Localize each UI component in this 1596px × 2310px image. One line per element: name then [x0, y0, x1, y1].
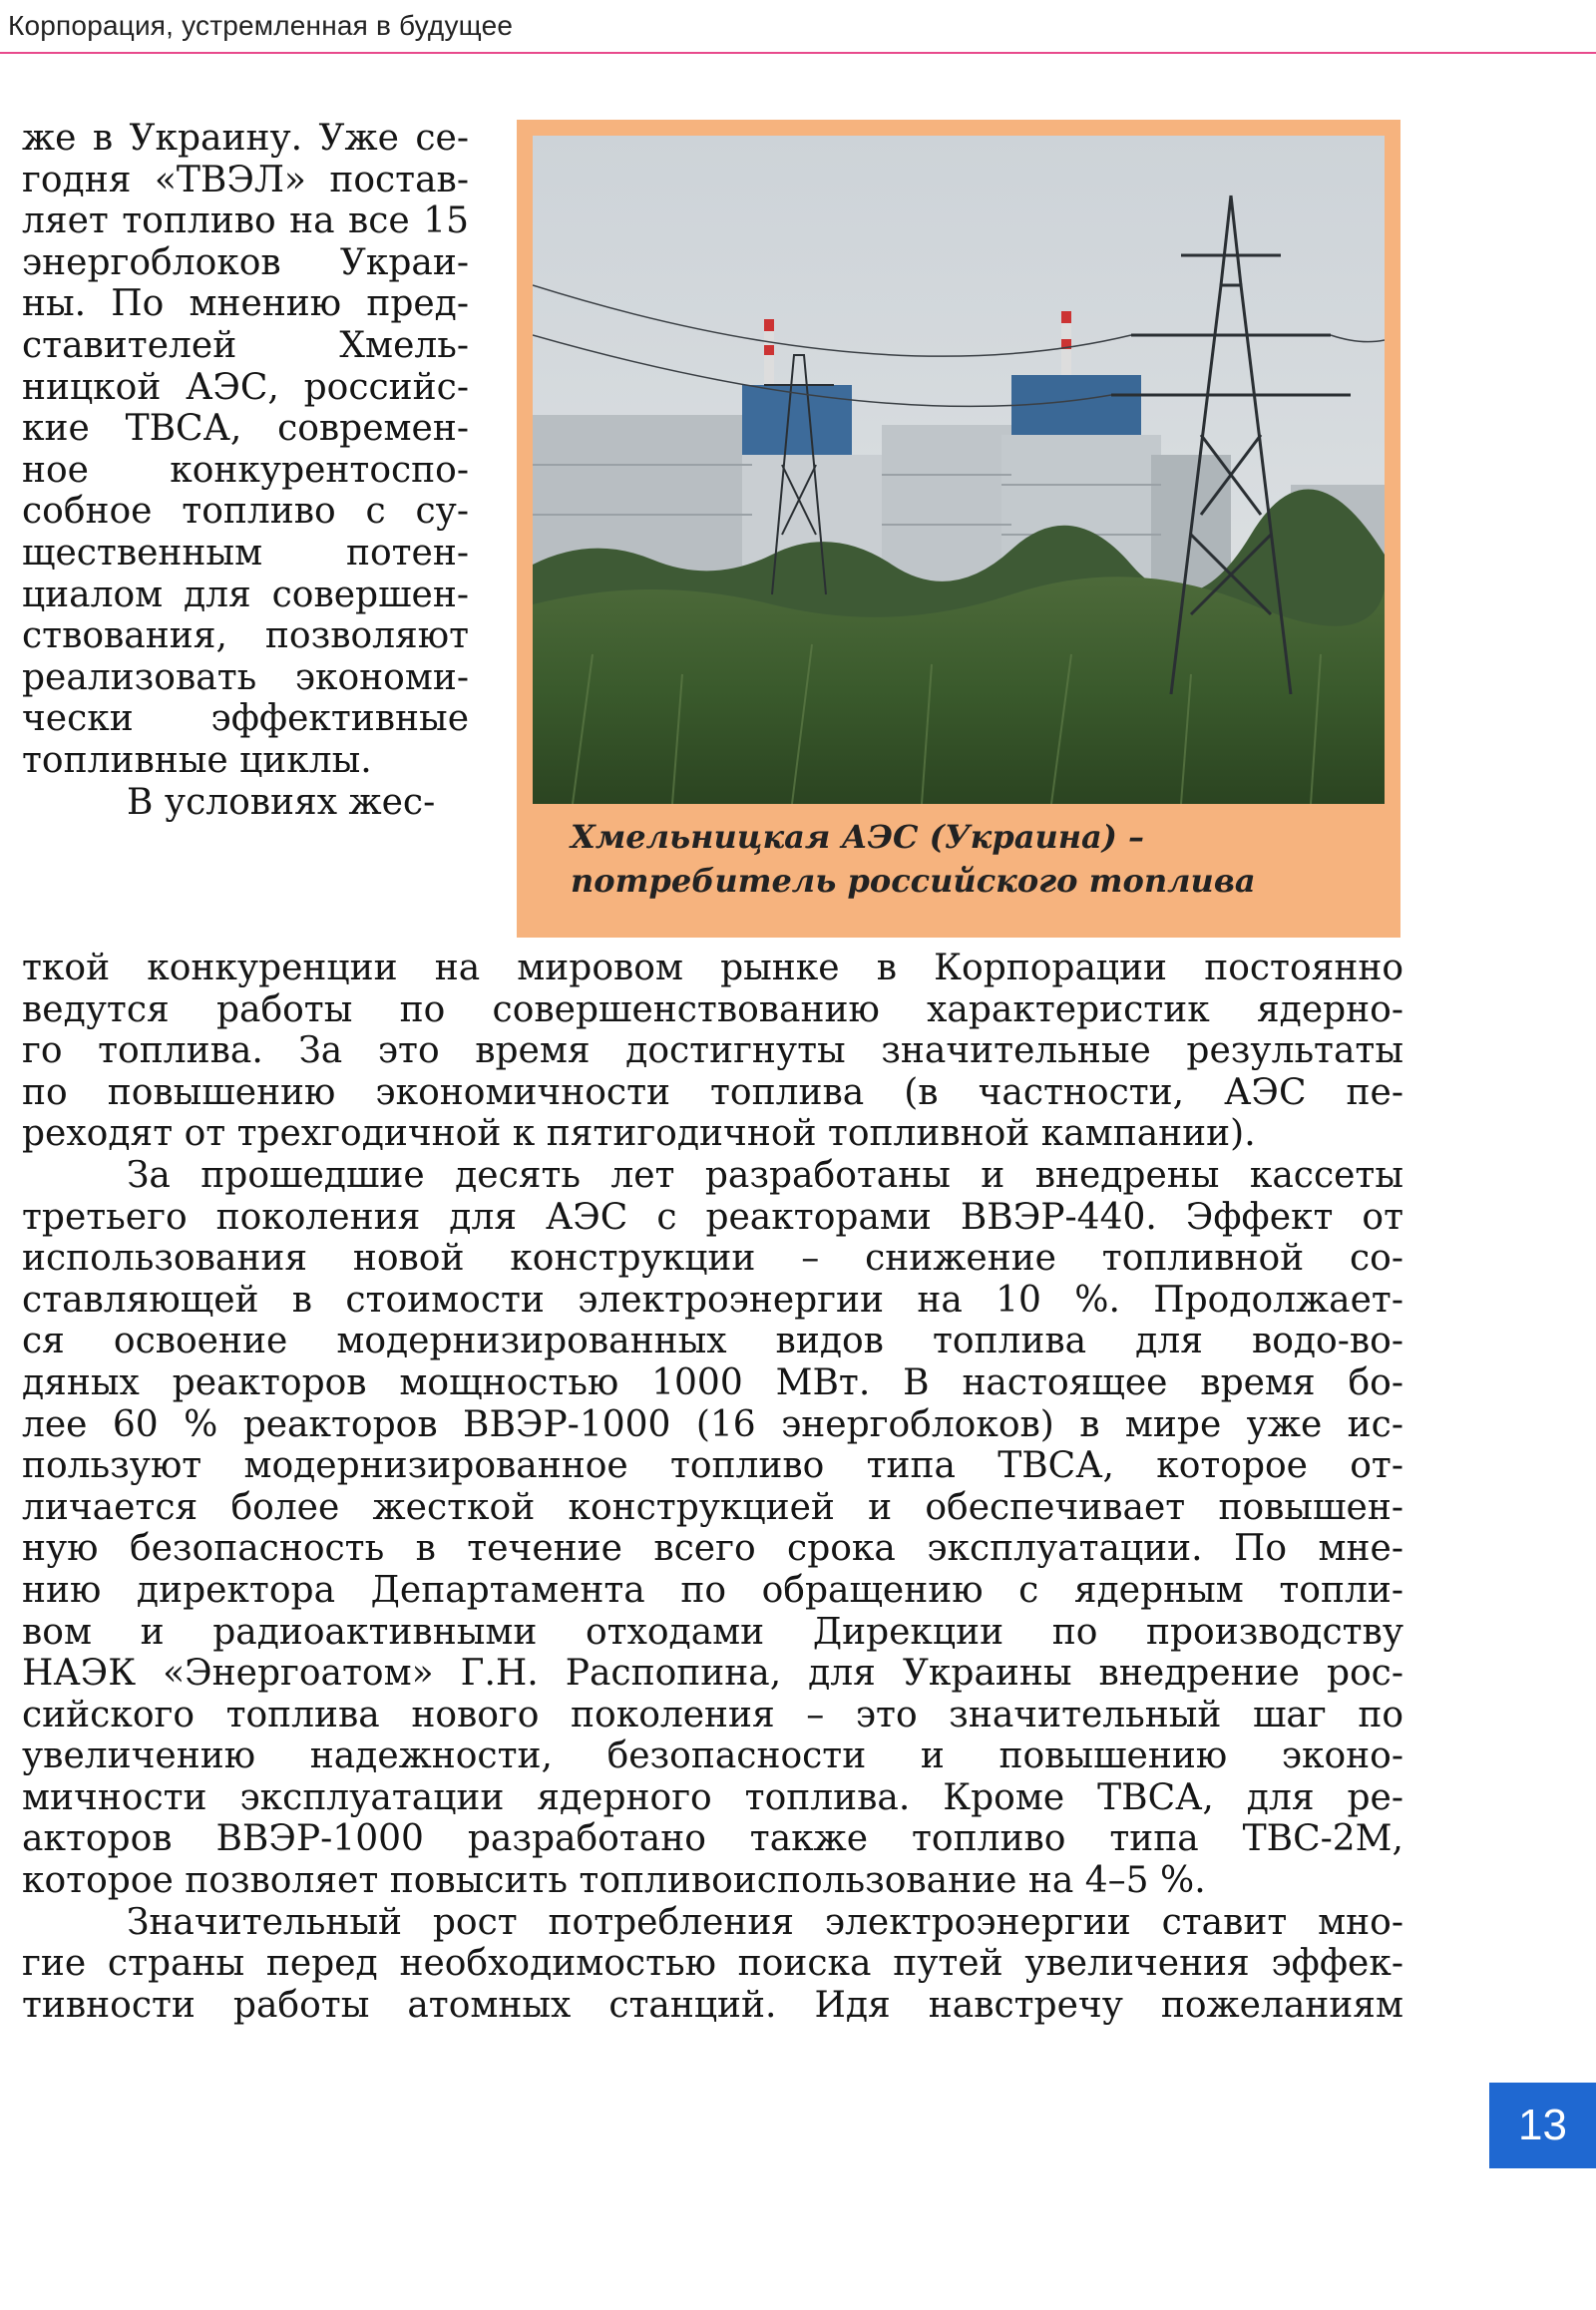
text-line: циалом для совершен- — [22, 574, 469, 615]
caption-line-1: Хмельницкая АЭС (Украина) – — [571, 818, 1145, 856]
caption-line-2: потребитель российского топлива — [571, 862, 1256, 900]
text-line: ставителей Хмель- — [22, 324, 469, 366]
page-number-badge: 13 — [1489, 2083, 1596, 2168]
running-header-title: Корпорация, устремленная в будущее — [8, 10, 514, 41]
text-line: дяных реакторов мощностью 1000 МВт. В настоящее время бо- — [22, 1361, 1403, 1403]
text-line: лее 60 % реакторов ВВЭР-1000 (16 энергоблоков) в мире уже ис- — [22, 1403, 1403, 1445]
running-header — [0, 0, 1596, 54]
text-line: акторов ВВЭР-1000 разработано также топливо типа ТВС-2М, — [22, 1818, 1403, 1860]
text-line: го топлива. За это время достигнуты значительные результаты — [22, 1030, 1403, 1072]
text-line: ное конкурентоспо- — [22, 449, 469, 491]
figure-caption — [571, 815, 1389, 903]
text-line: Значительный рост потребления электроэнергии ставит мно- — [127, 1901, 1403, 1943]
text-line: тивности работы атомных станций. Идя навстречу пожеланиям — [22, 1984, 1403, 2026]
text-line: ны. По мнению пред- — [22, 283, 469, 325]
text-line: щественным потен- — [22, 532, 469, 574]
text-line: использования новой конструкции – снижение топливной со- — [22, 1238, 1403, 1280]
text-line: годня «ТВЭЛ» постав- — [22, 159, 469, 200]
text-line: ведутся работы по совершенствованию характеристик ядерно- — [22, 988, 1403, 1030]
text-line: ствования, позволяют — [22, 615, 469, 657]
text-line: ткой конкуренции на мировом рынке в Корпорации постоянно — [22, 948, 1403, 988]
text-line: реализовать экономи- — [22, 656, 469, 698]
text-line: нию директора Департамента по обращению с ядерным топли- — [22, 1569, 1403, 1611]
text-line: чески эффективные — [22, 698, 469, 740]
text-line: ся освоение модернизированных видов топлива для водо-во- — [22, 1321, 1403, 1362]
text-line: кие ТВСА, современ- — [22, 408, 469, 450]
header-rule — [0, 52, 1596, 54]
text-line: гие страны перед необходимостью поиска путей увеличения эффек- — [22, 1943, 1403, 1985]
text-line: собное топливо с су- — [22, 491, 469, 533]
text-line: ницкой АЭС, российс- — [22, 366, 469, 408]
narrow-column-text — [22, 118, 469, 823]
text-line: НАЭК «Энергоатом» Г.Н. Распопина, для Украины внедрение рос- — [22, 1653, 1403, 1695]
text-line: которое позволяет повысить топливоиспользование на 4–5 %. — [22, 1860, 1206, 1902]
text-line: В условиях жес- — [127, 781, 436, 823]
text-line: энергоблоков Украи- — [22, 241, 469, 283]
text-line: увеличению надежности, безопасности и повышению эконо- — [22, 1735, 1403, 1777]
full-width-text — [22, 948, 1403, 2026]
figure — [517, 120, 1400, 938]
text-line: ляет топливо на все 15 — [22, 200, 469, 242]
text-line: топливные циклы. — [22, 739, 372, 781]
text-line: пользуют модернизированное топливо типа ТВСА, которое от- — [22, 1445, 1403, 1487]
text-line: сийского топлива нового поколения – это значительный шаг по — [22, 1694, 1403, 1735]
text-line: реходят от трехгодичной к пятигодичной топливной кампании). — [22, 1113, 1256, 1155]
text-line: по повышению экономичности топлива (в частности, АЭС пе- — [22, 1071, 1403, 1113]
text-line: третьего поколения для АЭС с реакторами ВВЭР-440. Эффект от — [22, 1196, 1403, 1238]
photo-illustration — [533, 136, 1385, 804]
text-line: вом и радиоактивными отходами Дирекции по производству — [22, 1611, 1403, 1653]
text-line: личается более жесткой конструкцией и обеспечивает повышен- — [22, 1486, 1403, 1528]
text-line: ставляющей в стоимости электроэнергии на 10 %. Продолжает- — [22, 1279, 1403, 1321]
text-line: ную безопасность в течение всего срока эксплуатации. По мне- — [22, 1528, 1403, 1570]
photo-nuclear-plant — [533, 136, 1385, 804]
text-line: мичности эксплуатации ядерного топлива. Кроме ТВСА, для ре- — [22, 1776, 1403, 1818]
text-line: же в Украину. Уже се- — [22, 118, 469, 159]
text-line: За прошедшие десять лет разработаны и внедрены кассеты — [127, 1154, 1403, 1196]
